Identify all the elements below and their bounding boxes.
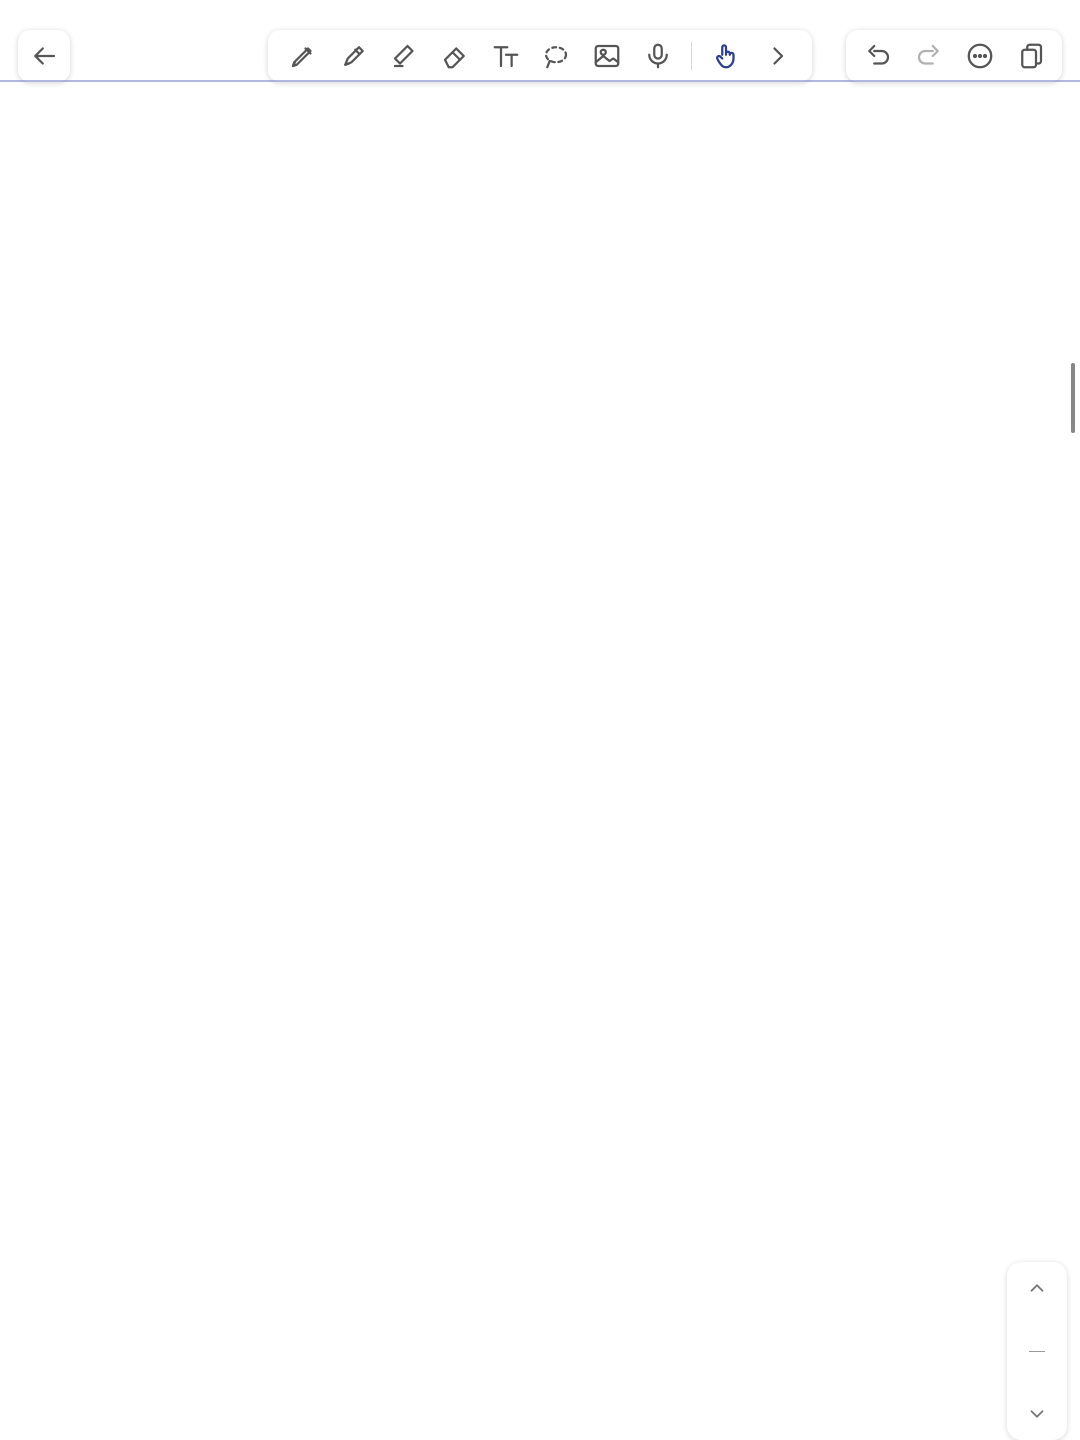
document-actions <box>846 30 1062 82</box>
undo-icon[interactable] <box>861 39 895 73</box>
arrow-left-icon <box>27 39 61 73</box>
more-icon[interactable] <box>963 39 997 73</box>
highlighter-icon[interactable] <box>388 39 422 73</box>
eraser-icon[interactable] <box>438 39 472 73</box>
touch-icon[interactable] <box>709 39 743 73</box>
page-divider <box>1029 1351 1045 1352</box>
pencil-icon[interactable] <box>337 39 371 73</box>
chevron-up-icon[interactable] <box>1025 1276 1049 1300</box>
toolbar <box>0 20 1080 82</box>
page-edge-line <box>0 80 1080 82</box>
lasso-icon[interactable] <box>539 39 573 73</box>
back-button[interactable] <box>18 30 70 82</box>
page-indicator <box>1029 1346 1045 1357</box>
chevron-right-icon[interactable] <box>760 39 794 73</box>
chevron-down-icon[interactable] <box>1025 1402 1049 1426</box>
text-icon[interactable] <box>489 39 523 73</box>
drawing-tools <box>268 30 812 82</box>
scrollbar[interactable] <box>1071 363 1075 433</box>
redo-icon[interactable] <box>912 39 946 73</box>
pages-icon[interactable] <box>1014 39 1048 73</box>
image-icon[interactable] <box>590 39 624 73</box>
microphone-icon[interactable] <box>641 39 675 73</box>
toolbar-divider <box>691 42 692 70</box>
page-navigator <box>1007 1262 1067 1440</box>
pen-icon[interactable] <box>286 39 320 73</box>
